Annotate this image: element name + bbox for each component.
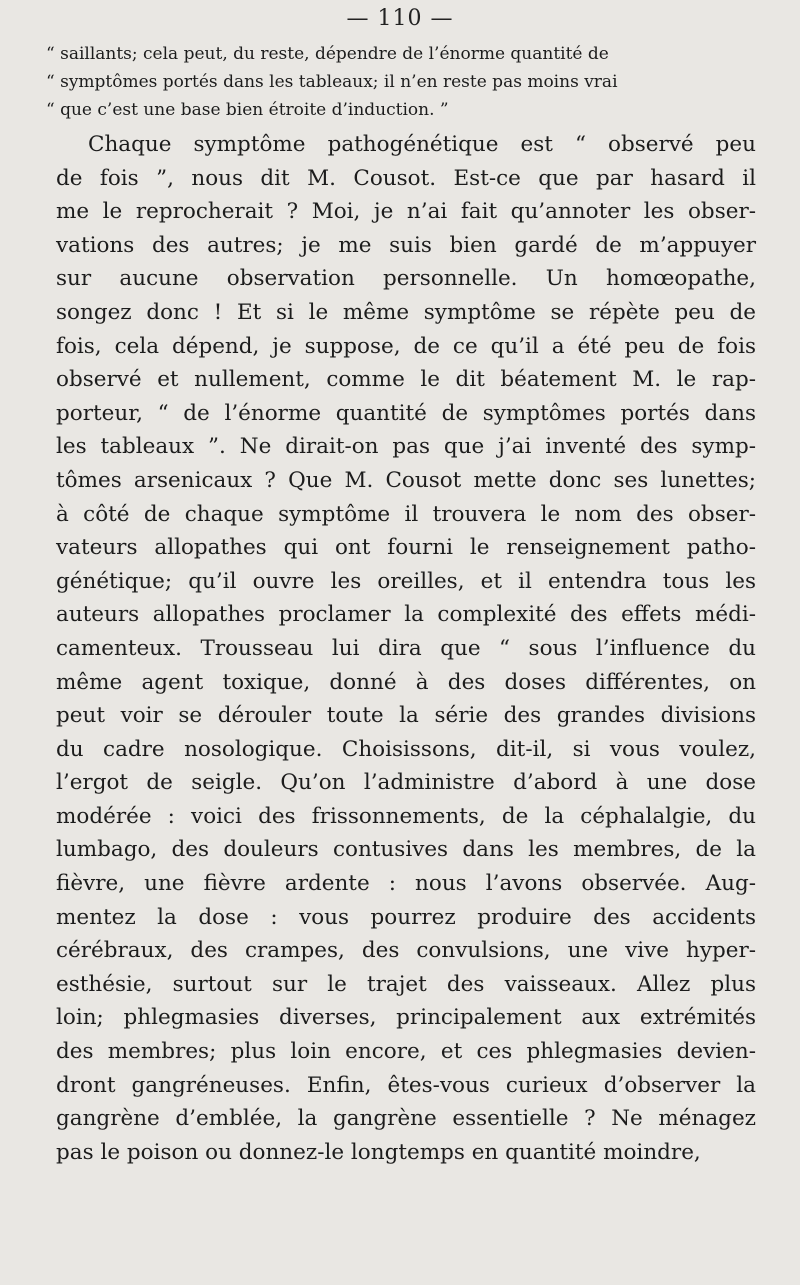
text-line: cérébraux, des crampes, des convulsions, une vive hyper- — [56, 938, 756, 964]
text-line: l’ergot de seigle. Qu’on l’administre d’abord à une dose — [56, 770, 756, 796]
text-line: génétique; qu’il ouvre les oreilles, et il entendra tous les — [56, 568, 756, 594]
text-line: me le reprocherait ? Moi, je n’ai fait qu’annoter les obser- — [56, 199, 756, 225]
quotation-block — [46, 40, 746, 124]
text-line: peut voir se dérouler toute la série des grandes divisions — [56, 703, 756, 729]
text-line: songez donc ! Et si le même symptôme se répète peu de — [56, 299, 756, 325]
text-line: vations des autres; je me suis bien gardé de m’appuyer — [56, 232, 756, 258]
text-line: loin; phlegmasies diverses, principalement aux extrémités — [56, 1005, 756, 1031]
text-line: les tableaux ”. Ne dirait-on pas que j’ai inventé des symp- — [56, 434, 756, 460]
text-line: fois, cela dépend, je suppose, de ce qu’il a été peu de fois — [56, 333, 756, 359]
text-line: observé et nullement, comme le dit béatement M. le rap- — [56, 367, 756, 393]
quote-line-2: “ symptômes portés dans les tableaux; il n’en reste pas moins vrai — [46, 72, 618, 92]
text-line: camenteux. Trousseau lui dira que “ sous l’influence du — [56, 635, 756, 661]
text-line: esthésie, surtout sur le trajet des vaisseaux. Allez plus — [56, 971, 756, 997]
text-line: fièvre, une fièvre ardente : nous l’avons observée. Aug- — [56, 871, 756, 897]
text-line: lumbago, des douleurs contusives dans les membres, de la — [56, 837, 756, 863]
main-paragraph — [56, 128, 756, 1169]
text-line: sur aucune observation personnelle. Un homœopathe, — [56, 266, 756, 292]
text-line: Chaque symptôme pathogénétique est “ observé peu — [88, 132, 756, 157]
text-line: des membres; plus loin encore, et ces phlegmasies devien- — [56, 1039, 756, 1065]
text-line: à côté de chaque symptôme il trouvera le nom des obser- — [56, 501, 756, 527]
text-line: mentez la dose : vous pourrez produire des accidents — [56, 904, 756, 930]
page-number: — 110 — — [346, 6, 454, 31]
text-line: pas le poison ou donnez-le longtemps en quantité moindre, — [56, 1139, 701, 1165]
text-line: dront gangréneuses. Enfin, êtes-vous curieux d’observer la — [56, 1072, 756, 1098]
text-line: de fois ”, nous dit M. Cousot. Est-ce que par hasard il — [56, 165, 756, 191]
text-line: vateurs allopathes qui ont fourni le renseignement patho- — [56, 535, 756, 561]
quote-line-3: “ que c’est une base bien étroite d’induction. ” — [46, 100, 449, 120]
text-line: auteurs allopathes proclamer la complexité des effets médi- — [56, 602, 756, 628]
text-line: tômes arsenicaux ? Que M. Cousot mette donc ses lunettes; — [56, 467, 756, 493]
text-line: même agent toxique, donné à des doses différentes, on — [56, 669, 756, 695]
text-line: du cadre nosologique. Choisissons, dit-il, si vous voulez, — [56, 736, 756, 762]
text-line: gangrène d’emblée, la gangrène essentielle ? Ne ménagez — [56, 1106, 756, 1132]
text-line: porteur, “ de l’énorme quantité de symptômes portés dans — [56, 400, 756, 426]
quote-line-1: “ saillants; cela peut, du reste, dépendre de l’énorme quantité de — [46, 44, 609, 64]
text-line: modérée : voici des frissonnements, de la céphalalgie, du — [56, 803, 756, 829]
